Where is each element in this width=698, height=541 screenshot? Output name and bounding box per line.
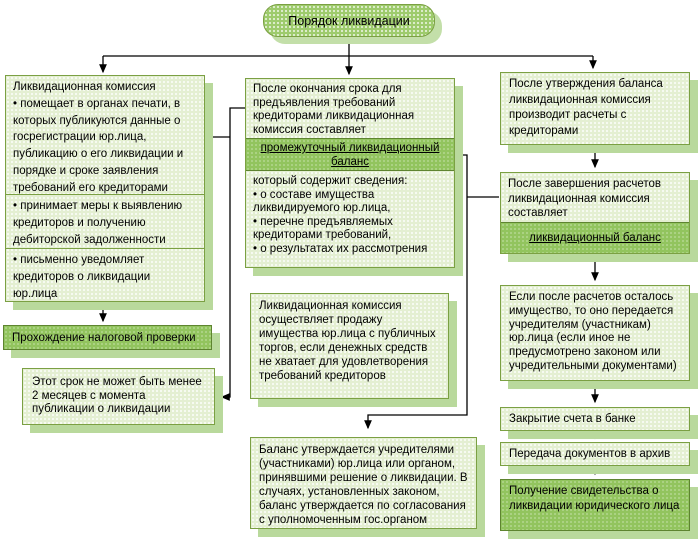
tax-check-label: Прохождение налоговой проверки (12, 331, 196, 344)
balance-contains-header: который содержит сведения: (253, 175, 408, 187)
balance-contains-item-claims: • перечне предъявляемых кредиторами требований, (253, 215, 393, 241)
term-note-text: Этот срок не может быть менее 2 месяцев с момента публикации о ликвидации (32, 376, 202, 415)
title-node (263, 4, 435, 37)
interim-balance-label: промежуточный ликвидационный баланс (260, 142, 440, 168)
final-balance-label: ликвидационный баланс (529, 232, 661, 244)
line-middle-left-link (222, 108, 245, 397)
balance-contains-item-property: • о составе имущества ликвидируемого юр.лица, (253, 188, 391, 214)
commission-section-publish (6, 76, 204, 194)
certificate-text: Получение свидетельства о ликвидации юридического лица (509, 485, 680, 512)
archive-box (500, 442, 690, 466)
remaining-property-box (500, 285, 690, 381)
commission-item-publish: • помещает в органах печати, в которых публикуются данные о госрегистрации юр.лица, публикацию о его ликвидации и порядке и сроке заявления требований его кредиторами (13, 97, 184, 194)
settlements-box (500, 72, 690, 145)
interim-balance-box (245, 78, 455, 268)
remaining-property-text: Если после расчетов осталось имущество, то оно передается учредителям (участникам) юр.лица (если иное не предусмотрено законом или учредительными документами) (509, 291, 677, 372)
term-note-box (22, 368, 215, 425)
final-balance-box (500, 172, 690, 254)
page-title: Порядок ликвидации (288, 13, 410, 28)
final-balance-highlight (501, 222, 689, 253)
property-sale-text: Ликвидационная комиссия осуществляет продажу имущества юр.лица с публичных торгов, если денежных средств не хватает для удовлетворения требований кредиторов (259, 300, 436, 382)
close-account-box (500, 407, 690, 431)
commission-section-notify (6, 248, 204, 303)
property-sale-box (250, 293, 449, 399)
commission-section-creditors (6, 194, 204, 248)
archive-label: Передача документов в архив (509, 448, 671, 460)
after-deadline-section (246, 79, 454, 138)
certificate-box (500, 479, 690, 531)
balance-contains-item-results: • о результатах их рассмотрения (253, 242, 428, 255)
commission-box (5, 75, 205, 302)
interim-balance-highlight (246, 138, 454, 171)
after-deadline-text: После окончания срока для предъявления требований кредиторами ликвидационная комиссия составляет (253, 83, 415, 136)
balance-contains-section (246, 171, 454, 267)
tax-check-box (3, 325, 212, 350)
commission-item-notify: • письменно уведомляет кредиторов о ликвидации юр.лица (13, 254, 151, 300)
after-settlements-text: После завершения расчетов ликвидационная комиссия составляет (508, 178, 662, 219)
balance-approval-box (250, 437, 477, 529)
after-settlements-section (501, 173, 689, 222)
settlements-text: После утверждения баланса ликвидационная комиссия производит расчеты с кредиторами (509, 78, 663, 137)
commission-header: Ликвидационная комиссия (13, 81, 156, 93)
close-account-label: Закрытие счета в банке (509, 413, 636, 425)
balance-approval-text: Баланс утверждается учредителями (участниками) юр.лица или органом, принявшими решение о ликвидации. В случаях, установленных законом, баланс утверждается по согласования с уполномоченным гос.органом (259, 444, 468, 526)
commission-item-creditors: • принимает меры к выявлению кредиторов и получению дебиторской задолженности (13, 200, 183, 246)
